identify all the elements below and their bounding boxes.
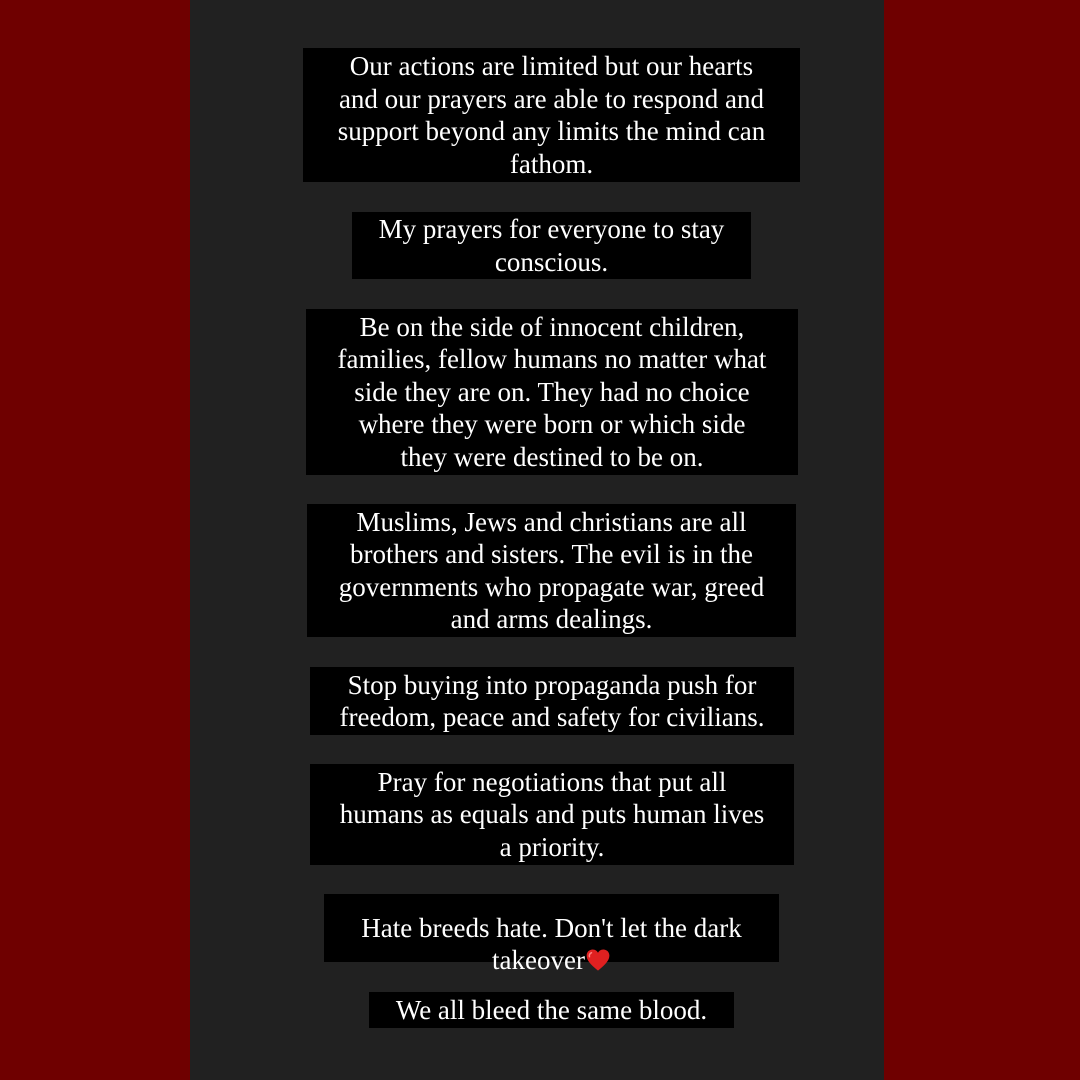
text-block-2 [352,212,751,279]
story-panel [190,0,884,1080]
text-block-1-text: Our actions are limited but our hearts and our prayers are able to respond and support beyond any limits the mind can fathom. [337,51,766,179]
text-block-5-text: Stop buying into propaganda push for freedom, peace and safety for civilians. [339,669,765,732]
text-block-8 [369,992,734,1028]
text-block-7-content: Hate breeds hate. Don't let the dark takeover [361,912,742,976]
text-block-5 [310,667,794,735]
heart-icon [585,947,611,973]
text-block-6 [310,764,794,865]
text-block-7-text [361,879,741,977]
left-background-band [0,0,190,1080]
text-block-3 [306,309,798,475]
text-block-2-text: My prayers for everyone to stay conscious. [378,214,725,277]
text-block-4 [307,504,796,637]
text-block-4-text: Muslims, Jews and christians are all brothers and sisters. The evil is in the governments who propagate war, greed and arms dealings. [338,506,765,634]
text-block-1 [303,48,800,182]
text-block-7 [324,894,779,976]
text-block-3-text: Be on the side of innocent children, families, fellow humans no matter what side they are on. They had no choice where they were born or which side they were destined to be on. [337,311,767,472]
right-background-band [884,0,1080,1080]
text-block-6-text: Pray for negotiations that put all humans as equals and puts human lives a priority. [339,766,765,862]
text-block-8-text: We all bleed the same blood. [395,994,708,1025]
